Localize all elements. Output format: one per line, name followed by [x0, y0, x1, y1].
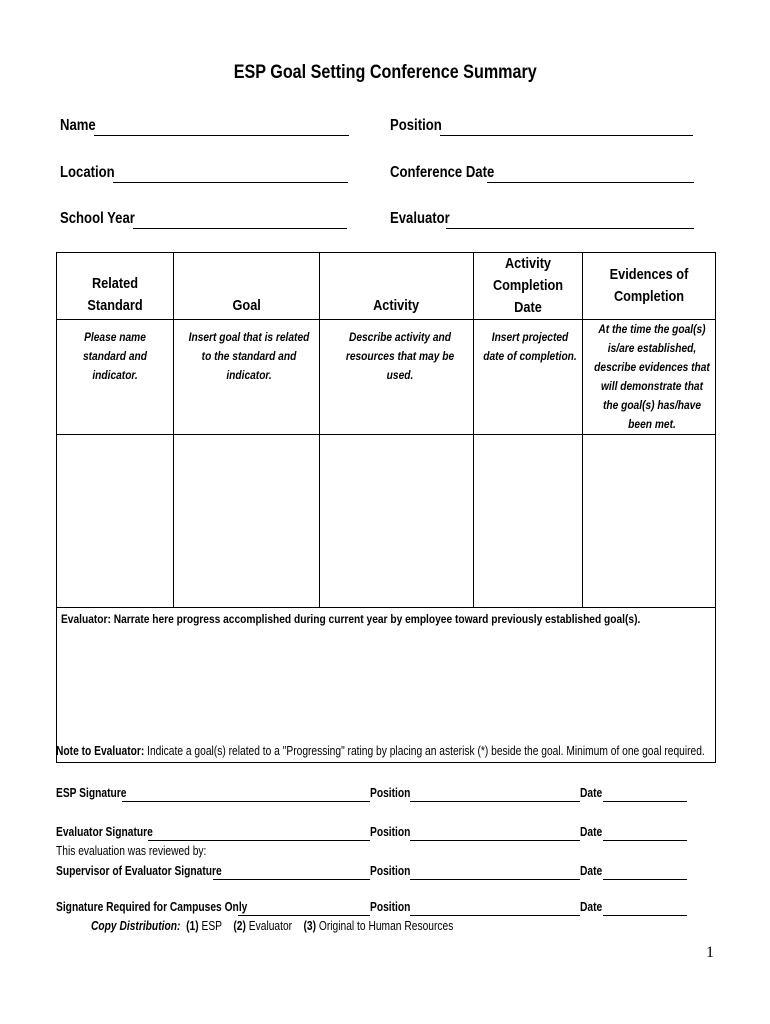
entry-goal[interactable]: [174, 435, 320, 608]
note-to-evaluator: [56, 744, 770, 758]
evaluator-position-line[interactable]: [410, 840, 580, 841]
instruction-related-standard: Please name standard and indicator.: [57, 320, 174, 435]
campus-signature-line[interactable]: [238, 915, 370, 916]
copy-item-2: Evaluator: [248, 919, 293, 933]
entry-completion-date[interactable]: [474, 435, 583, 608]
page-title: ESP Goal Setting Conference Summary: [233, 62, 537, 83]
esp-date-line[interactable]: [603, 801, 687, 802]
entry-activity[interactable]: [320, 435, 474, 608]
copy-item-3-number: (3): [303, 919, 317, 933]
evaluator-narrative-box[interactable]: Evaluator: Narrate here progress accomplished during current year by employee toward previously established goal(s).: [57, 608, 716, 763]
table-header-row: [57, 253, 716, 320]
evaluator-position-label: Position: [370, 825, 411, 839]
esp-date-label: Date: [580, 786, 603, 800]
entry-related-standard[interactable]: [57, 435, 174, 608]
evaluator-line: [446, 228, 694, 229]
reviewed-by-note: This evaluation was reviewed by:: [56, 844, 207, 858]
header-goal: Goal: [174, 253, 320, 320]
header-evidences: Evidences of Completion: [583, 253, 716, 320]
location-line: [113, 182, 348, 183]
evaluator-signature-label: Evaluator Signature: [56, 825, 153, 839]
school-year-line: [133, 228, 347, 229]
position-field[interactable]: Position: [390, 117, 442, 134]
evaluator-field[interactable]: Evaluator: [390, 210, 450, 227]
note-text: Indicate a goal(s) related to a "Progressing" rating by placing an asterisk (*) beside the goal. Minimum of one goal required.: [144, 744, 705, 758]
header-related-standard: Related Standard: [57, 253, 174, 320]
conference-date-field[interactable]: Conference Date: [390, 164, 495, 181]
instruction-completion-date: Insert projected date of completion.: [474, 320, 583, 435]
narrative-row: [57, 608, 716, 763]
supervisor-position-label: Position: [370, 864, 411, 878]
instruction-goal: Insert goal that is related to the standard and indicator.: [174, 320, 320, 435]
page-number: 1: [706, 944, 714, 961]
name-line: [94, 135, 349, 136]
evaluator-date-label: Date: [580, 825, 603, 839]
instruction-evidences: At the time the goal(s) is/are established, describe evidences that will demonstrate that the goal(s) has/have been met.: [583, 320, 716, 435]
copy-item-3: Original to Human Resources: [318, 919, 454, 933]
campus-date-line[interactable]: [603, 915, 687, 916]
campus-signature-label: Signature Required for Campuses Only: [56, 900, 248, 914]
campus-position-label: Position: [370, 900, 411, 914]
supervisor-date-label: Date: [580, 864, 603, 878]
supervisor-signature-line[interactable]: [213, 879, 370, 880]
copy-distribution-label: Copy Distribution:: [91, 919, 181, 933]
supervisor-date-line[interactable]: [603, 879, 687, 880]
note-label: Note to Evaluator:: [56, 744, 145, 758]
esp-position-label: Position: [370, 786, 411, 800]
copy-distribution: [91, 919, 533, 933]
esp-position-line[interactable]: [410, 801, 580, 802]
copy-item-1: ESP: [201, 919, 222, 933]
conference-date-line: [487, 182, 694, 183]
campus-position-line[interactable]: [410, 915, 580, 916]
position-line: [440, 135, 693, 136]
copy-item-2-number: (2): [233, 919, 246, 933]
esp-signature-label: ESP Signature: [56, 786, 127, 800]
goals-table: [56, 252, 716, 763]
table-instructions-row: [57, 320, 716, 435]
copy-item-1-number: (1): [186, 919, 199, 933]
header-activity: Activity: [320, 253, 474, 320]
location-field[interactable]: Location: [60, 164, 115, 181]
header-completion-date: Activity Completion Date: [474, 253, 583, 320]
school-year-field[interactable]: School Year: [60, 210, 135, 227]
table-entry-row: [57, 435, 716, 608]
instruction-activity: Describe activity and resources that may be used.: [320, 320, 474, 435]
campus-date-label: Date: [580, 900, 603, 914]
esp-signature-line[interactable]: [122, 801, 370, 802]
entry-evidences[interactable]: [583, 435, 716, 608]
name-field[interactable]: Name: [60, 117, 96, 134]
supervisor-signature-label: Supervisor of Evaluator Signature: [56, 864, 222, 878]
evaluator-signature-line[interactable]: [148, 840, 370, 841]
supervisor-position-line[interactable]: [410, 879, 580, 880]
evaluator-date-line[interactable]: [603, 840, 687, 841]
